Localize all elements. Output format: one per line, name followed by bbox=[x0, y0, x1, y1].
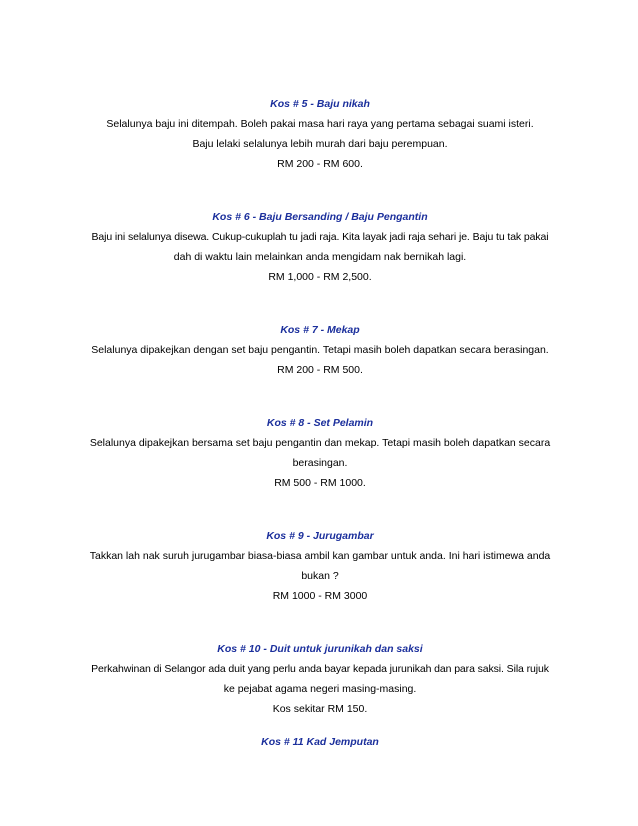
body-line: Selalunya baju ini ditempah. Boleh pakai masa hari raya yang pertama sebagai suami isteri. bbox=[106, 118, 534, 130]
section-kos-10 bbox=[74, 641, 566, 719]
body-line: bukan ? bbox=[301, 570, 339, 582]
body-line: Selalunya dipakejkan dengan set baju pengantin. Tetapi masih boleh dapatkan secara berasingan. bbox=[91, 344, 549, 356]
section-heading: Kos # 10 - Duit untuk jurunikah dan saksi bbox=[217, 643, 423, 655]
section-body bbox=[74, 433, 566, 493]
section-kos-7 bbox=[74, 322, 566, 380]
section-heading: Kos # 11 Kad Jemputan bbox=[261, 736, 379, 748]
price-range: RM 1000 - RM 3000 bbox=[272, 590, 368, 602]
section-body bbox=[74, 546, 566, 606]
section-kos-9 bbox=[74, 528, 566, 606]
body-line: berasingan. bbox=[292, 457, 348, 469]
price-range: Kos sekitar RM 150. bbox=[272, 703, 368, 715]
section-body bbox=[74, 659, 566, 719]
body-line: ke pejabat agama negeri masing-masing. bbox=[223, 683, 417, 695]
section-heading: Kos # 5 - Baju nikah bbox=[270, 98, 370, 110]
section-heading: Kos # 6 - Baju Bersanding / Baju Pengantin bbox=[212, 211, 428, 223]
body-line: dah di waktu lain melainkan anda mengidam nak bernikah lagi. bbox=[173, 251, 467, 263]
price-range: RM 200 - RM 600. bbox=[277, 158, 363, 170]
section-kos-5 bbox=[74, 96, 566, 174]
price-range: RM 1,000 - RM 2,500. bbox=[268, 271, 372, 283]
section-heading: Kos # 9 - Jurugambar bbox=[266, 530, 374, 542]
section-heading: Kos # 8 - Set Pelamin bbox=[266, 417, 374, 429]
section-heading: Kos # 7 - Mekap bbox=[280, 324, 360, 336]
body-line: Perkahwinan di Selangor ada duit yang perlu anda bayar kepada jurunikah dan para saksi. Sila rujuk bbox=[91, 663, 549, 675]
body-line: Baju lelaki selalunya lebih murah dari baju perempuan. bbox=[192, 138, 448, 150]
body-line: Selalunya dipakejkan bersama set baju pengantin dan mekap. Tetapi masih boleh dapatkan secara bbox=[89, 437, 551, 449]
body-line: Baju ini selalunya disewa. Cukup-cukuplah tu jadi raja. Kita layak jadi raja sehari je. Baju tu tak pakai bbox=[91, 231, 549, 243]
section-kos-11 bbox=[74, 734, 566, 750]
price-range: RM 200 - RM 500. bbox=[277, 364, 363, 376]
document-page bbox=[74, 0, 566, 826]
section-body bbox=[74, 227, 566, 287]
section-kos-6 bbox=[74, 209, 566, 287]
body-line: Takkan lah nak suruh jurugambar biasa-biasa ambil kan gambar untuk anda. Ini hari istimewa anda bbox=[89, 550, 551, 562]
price-range: RM 500 - RM 1000. bbox=[274, 477, 366, 489]
section-kos-8 bbox=[74, 415, 566, 493]
section-body bbox=[74, 340, 566, 380]
section-body bbox=[74, 114, 566, 174]
